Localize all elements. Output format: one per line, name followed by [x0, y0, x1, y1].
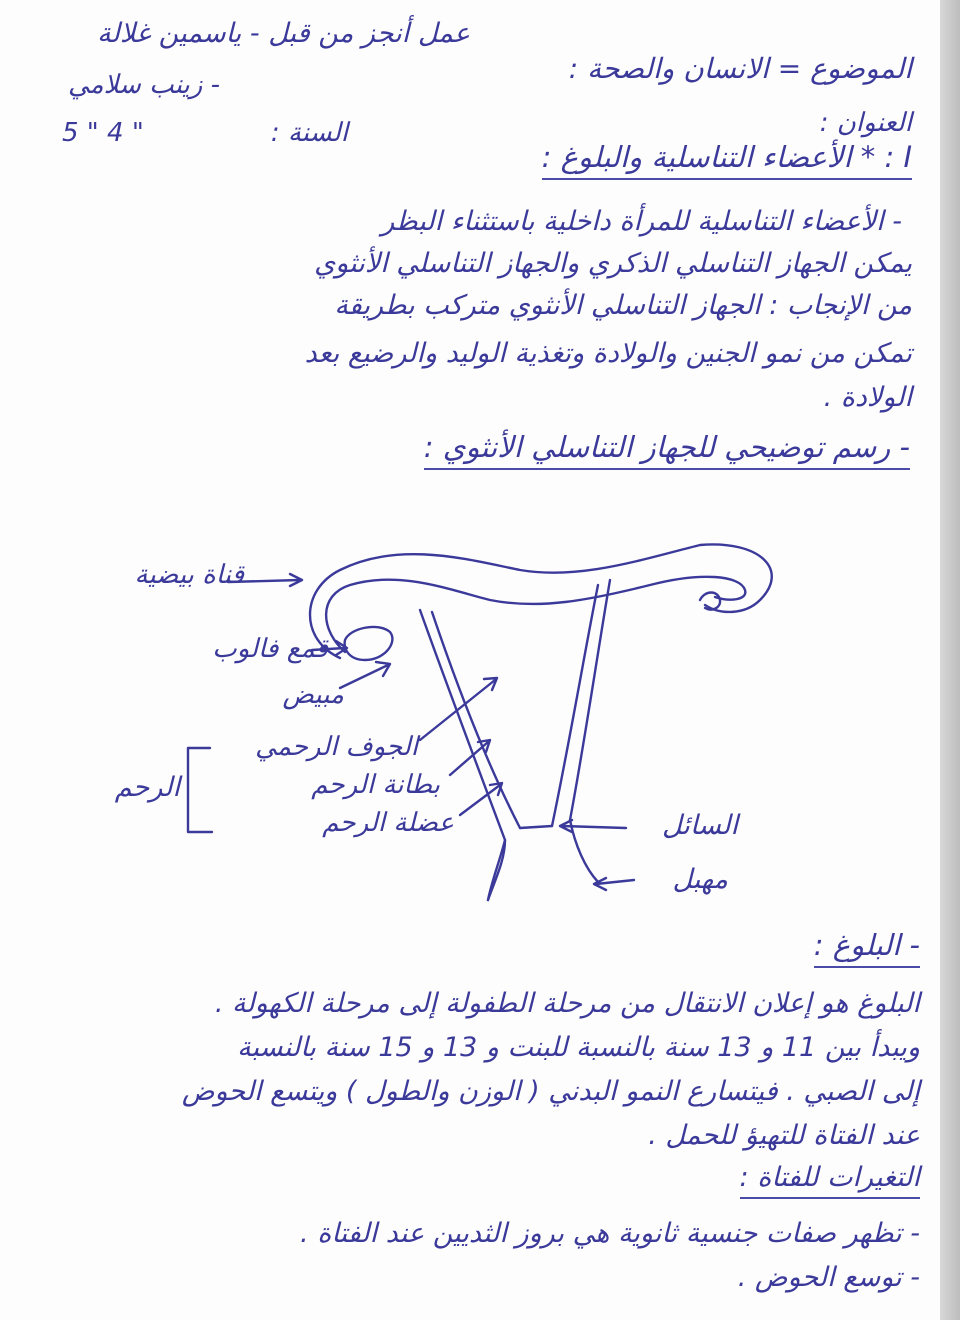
paper-edge-shadow — [940, 0, 960, 1320]
uterus-bracket — [188, 748, 212, 832]
label-ovary: مبيض — [282, 680, 344, 710]
puberty-heading: - البلوغ : — [814, 928, 920, 968]
uterus-left-wall-outer — [420, 610, 505, 900]
intro-line: يمكن الجهاز التناسلي الذكري والجهاز التناسلي الأنثوي — [314, 248, 912, 279]
label-fallopian-funnel: قمع فالوب — [212, 634, 328, 664]
arrow-ovary — [340, 662, 390, 688]
puberty-line: ويبدأ بين 11 و 13 سنة بالنسبة للبنت و 13 و 15 سنة بالنسبة — [237, 1032, 920, 1063]
changes-heading: التغيرات للفتاة : — [740, 1162, 920, 1199]
puberty-line: إلى الصبي . فيتسارع النمو البدني ( الوزن والطول ) ويتسع الحوض — [181, 1076, 920, 1107]
cervix-line — [520, 826, 552, 828]
label-fallopian-tube: قناة بيضية — [134, 560, 244, 590]
change-item: - تظهر صفات جنسية ثانوية هي بروز الثديين عند الفتاة . — [300, 1218, 920, 1249]
label-endometrium: بطانة الرحم — [311, 770, 440, 800]
label-cervix: السائل — [661, 810, 738, 841]
coauthor-line: - زينب سلامي — [68, 70, 220, 100]
label-vagina: مهبل — [672, 864, 728, 895]
left-ovary — [345, 627, 393, 660]
puberty-line: عند الفتاة للتهيؤ للحمل . — [648, 1120, 920, 1151]
label-myometrium: عضلة الرحم — [322, 808, 454, 838]
intro-line: من الإنجاب : الجهاز التناسلي الأنثوي متركب بطريقة — [334, 290, 912, 321]
year-label: السنة : — [270, 118, 348, 148]
author-line: عمل أنجز من قبل - ياسمين غلالة — [97, 18, 470, 49]
topic-line: الموضوع = الانسان والصحة : — [568, 52, 912, 85]
intro-line: تمكن من نمو الجنين والولادة وتغذية الوليد والرضيع بعد — [304, 338, 912, 369]
year-value: 5 " 4 " — [62, 118, 144, 148]
puberty-line: البلوغ هو إعلان الانتقال من مرحلة الطفولة إلى مرحلة الكهولة . — [214, 988, 920, 1019]
tube-outline-outer — [310, 544, 772, 658]
intro-line: الولادة . — [823, 382, 912, 413]
title-label: العنوان : — [819, 108, 912, 138]
arrow-vagina — [594, 878, 634, 890]
label-uterus: الرحم — [114, 772, 180, 803]
section-heading: I : * الأعضاء التناسلية والبلوغ : — [542, 140, 912, 180]
change-item: - توسع الحوض . — [737, 1262, 920, 1293]
intro-line: - الأعضاء التناسلية للمرأة داخلية باستثناء البظر — [381, 206, 902, 237]
diagram-heading: - رسم توضيحي للجهاز التناسلي الأنثوي : — [424, 430, 910, 470]
tube-outline-inner — [326, 577, 745, 652]
label-uterine-cavity: الجوف الرحمي — [255, 732, 418, 762]
arrow-cervix — [560, 820, 626, 832]
arrow-myometrium — [460, 783, 502, 815]
vagina-left — [488, 840, 505, 900]
